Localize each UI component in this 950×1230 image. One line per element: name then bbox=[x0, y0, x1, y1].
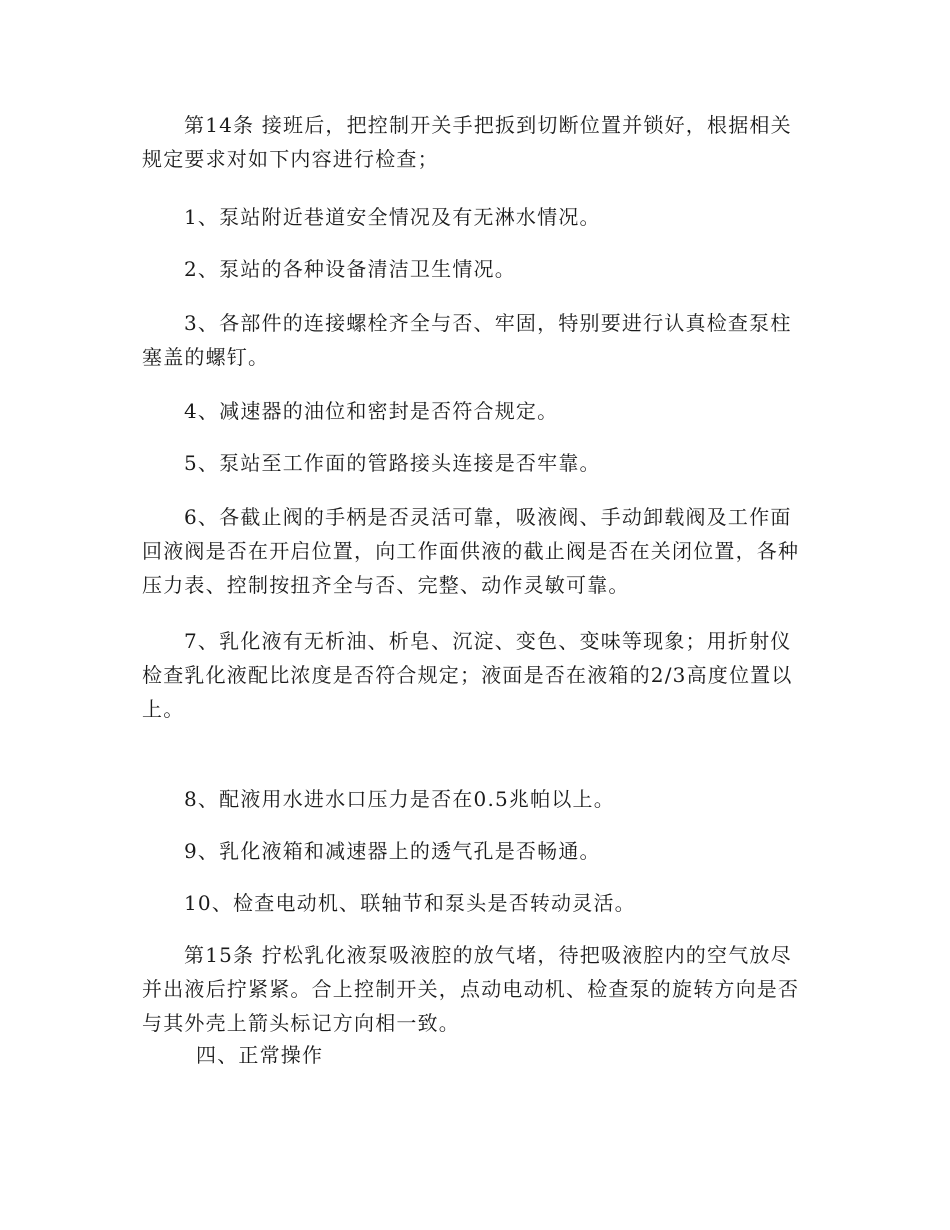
check-item-6: 6、各截止阀的手柄是否灵活可靠，吸液阀、手动卸载阀及工作面回液阀是否在开启位置，向工作面供液的截止阀是否在关闭位置，各种压力表、控制按扭齐全与否、完整、动作灵敏可靠。 bbox=[142, 505, 800, 597]
check-item-10: 10、检查电动机、联轴节和泵头是否转动灵活。 bbox=[184, 891, 636, 915]
section-heading: 四、正常操作 bbox=[196, 1043, 324, 1067]
check-item-5: 5、泵站至工作面的管路接头连接是否牢靠。 bbox=[184, 451, 601, 475]
check-item-3: 3、各部件的连接螺栓齐全与否、牢固，特别要进行认真检查泵柱塞盖的螺钉。 bbox=[142, 311, 792, 369]
check-item-8: 8、配液用水进水口压力是否在0.5兆帕以上。 bbox=[184, 787, 615, 811]
check-item-9: 9、乳化液箱和减速器上的透气孔是否畅通。 bbox=[184, 839, 601, 863]
article-15-paragraph: 第15条 拧松乳化液泵吸液腔的放气堵，待把吸液腔内的空气放尽并出液后拧紧紧。合上控制开关，点动电动机、检查泵的旋转方向是否与其外壳上箭头标记方向相一致。 bbox=[142, 943, 800, 1035]
check-item-4: 4、减速器的油位和密封是否符合规定。 bbox=[184, 399, 559, 423]
check-item-2: 2、泵站的各种设备清洁卫生情况。 bbox=[184, 257, 516, 281]
check-item-1: 1、泵站附近巷道安全情况及有无淋水情况。 bbox=[184, 205, 601, 229]
check-item-7: 7、乳化液有无析油、析皂、沉淀、变色、变味等现象；用折射仪检查乳化液配比浓度是否符合规定；液面是否在液箱的2/3高度位置以上。 bbox=[142, 629, 793, 721]
article-14-paragraph: 第14条 接班后，把控制开关手把扳到切断位置并锁好，根据相关规定要求对如下内容进行检查； bbox=[142, 113, 792, 171]
